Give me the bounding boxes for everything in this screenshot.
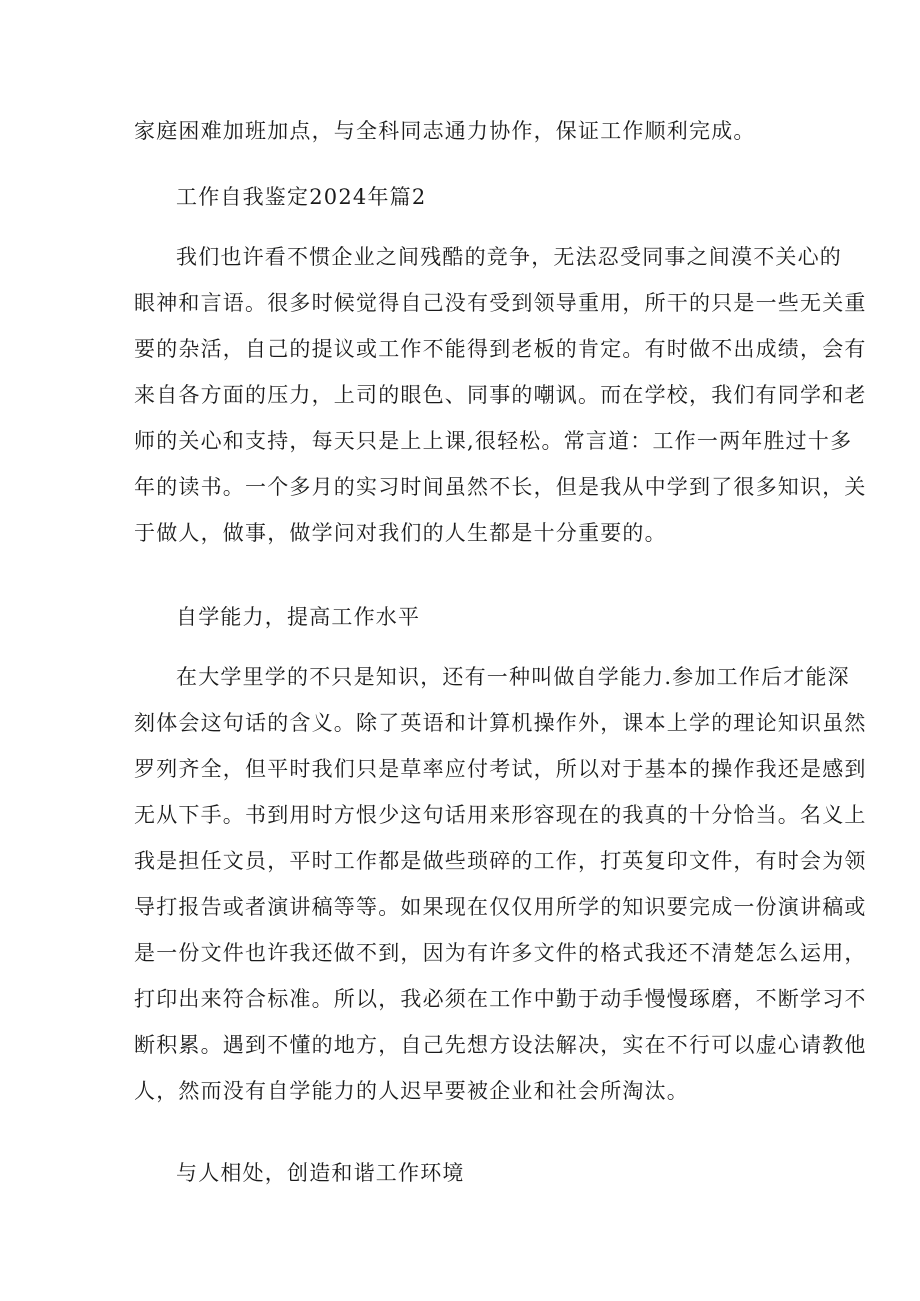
subheading-self-learning: 自学能力，提高工作水平 [176, 605, 421, 629]
paragraph-line: 人，然而没有自学能力的人迟早要被企业和社会所淘汰。 [134, 1079, 689, 1103]
paragraph-line: 来自各方面的压力，上司的眼色、同事的嘲讽。而在学校，我们有同学和老 [134, 383, 867, 407]
subheading-relations: 与人相处，创造和谐工作环境 [176, 1161, 465, 1185]
paragraph-line: 打印出来符合标准。所以，我必须在工作中勤于动手慢慢琢磨，不断学习不 [134, 987, 867, 1011]
paragraph-line: 年的读书。一个多月的实习时间虽然不长，但是我从中学到了很多知识，关 [134, 475, 867, 499]
paragraph-line: 刻体会这句话的含义。除了英语和计算机操作外，课本上学的理论知识虽然 [134, 711, 867, 735]
paragraph-line: 导打报告或者演讲稿等等。如果现在仅仅用所学的知识要完成一份演讲稿或 [134, 895, 867, 919]
paragraph-line: 于做人，做事，做学问对我们的人生都是十分重要的。 [134, 521, 667, 545]
paragraph-line: 要的杂活，自己的提议或工作不能得到老板的肯定。有时做不出成绩，会有 [134, 337, 867, 361]
paragraph-line: 眼神和言语。很多时候觉得自己没有受到领导重用，所干的只是一些无关重 [134, 291, 867, 315]
paragraph-line: 是一份文件也许我还做不到，因为有许多文件的格式我还不清楚怎么运用， [134, 941, 867, 965]
paragraph-line: 师的关心和支持，每天只是上上课,很轻松。常言道：工作一两年胜过十多 [134, 429, 853, 453]
paragraph-line: 我是担任文员，平时工作都是做些琐碎的工作，打英复印文件，有时会为领 [134, 849, 867, 873]
paragraph-line: 无从下手。书到用时方恨少这句话用来形容现在的我真的十分恰当。名义上 [134, 803, 867, 827]
paragraph-line: 我们也许看不惯企业之间残酷的竞争，无法忍受同事之间漠不关心的 [176, 245, 842, 269]
paragraph-line: 在大学里学的不只是知识，还有一种叫做自学能力.参加工作后才能深 [176, 665, 850, 689]
paragraph-line: 断积累。遇到不懂的地方，自己先想方设法解决，实在不行可以虚心请教他 [134, 1033, 867, 1057]
section-title: 工作自我鉴定2024年篇2 [176, 185, 427, 209]
continuation-line: 家庭困难加班加点，与全科同志通力协作，保证工作顺利完成。 [134, 119, 756, 143]
paragraph-line: 罗列齐全，但平时我们只是草率应付考试，所以对于基本的操作我还是感到 [134, 757, 867, 781]
